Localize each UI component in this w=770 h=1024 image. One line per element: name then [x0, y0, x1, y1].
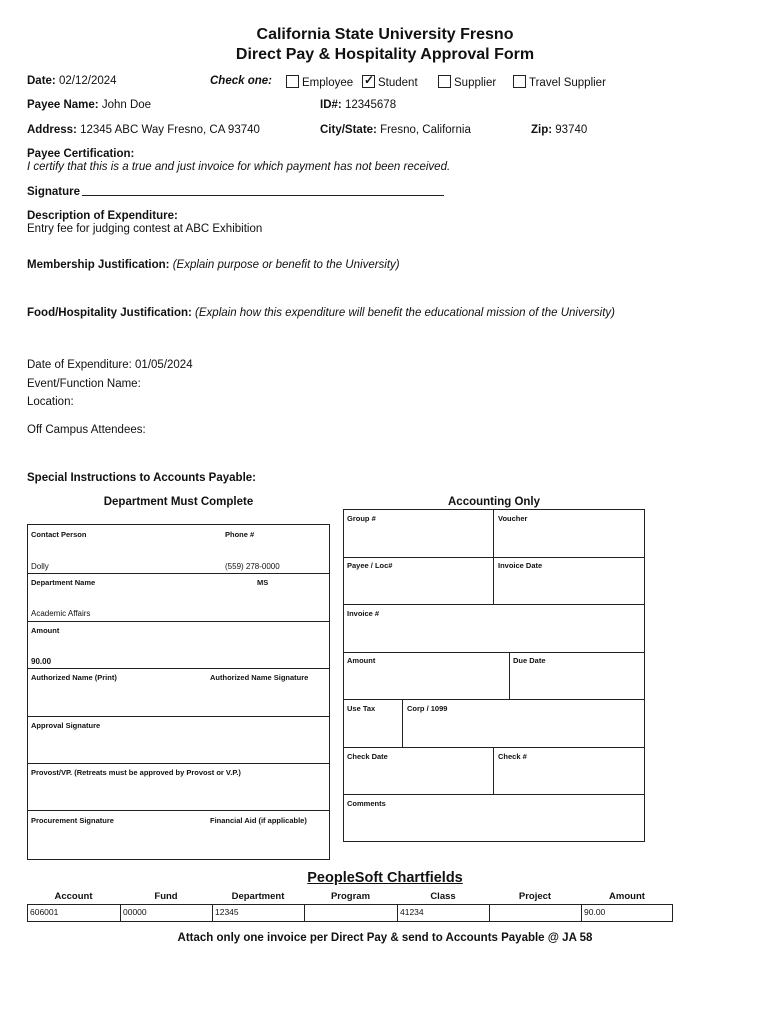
divider	[27, 810, 330, 811]
divider	[27, 668, 330, 669]
divider	[27, 763, 330, 764]
location[interactable]: Location:	[27, 396, 74, 408]
phone-label: Phone #	[225, 530, 255, 539]
contact-person-label: Contact Person	[31, 530, 87, 539]
address-value[interactable]: 12345 ABC Way Fresno, CA 93740	[80, 124, 260, 136]
divider	[509, 652, 510, 699]
city-state-field	[320, 124, 471, 136]
check-one-label: Check one:	[210, 75, 272, 87]
footer-note: Attach only one invoice per Direct Pay & send to Accounts Payable @ JA 58	[177, 932, 593, 944]
ms-label: MS	[257, 578, 269, 587]
voucher-label: Voucher	[498, 514, 528, 523]
membership-justification	[27, 259, 400, 271]
divider	[304, 904, 305, 922]
form-title-line2: Direct Pay & Hospitality Approval Form	[235, 46, 535, 63]
checkbox-supplier-box[interactable]	[438, 75, 451, 88]
special-instructions-label: Special Instructions to Accounts Payable:	[27, 472, 256, 484]
checkbox-employee-label: Employee	[302, 77, 354, 89]
corp-label: Corp / 1099	[407, 704, 448, 713]
group-label: Group #	[347, 514, 376, 523]
col-amount: Amount	[609, 891, 645, 902]
auth-name-label: Authorized Name (Print)	[31, 673, 117, 682]
cell-account[interactable]: 606001	[30, 907, 59, 917]
checkbox-student[interactable]	[362, 75, 418, 89]
cell-fund[interactable]: 00000	[123, 907, 147, 917]
dept-name-value[interactable]: Academic Affairs	[31, 609, 91, 618]
divider	[493, 747, 494, 794]
col-class: Class	[430, 891, 456, 902]
divider	[343, 747, 645, 748]
divider	[402, 699, 403, 747]
food-justification	[27, 307, 615, 319]
chartfields-heading: PeopleSoft Chartfields	[307, 870, 463, 886]
payee-name-value[interactable]: John Doe	[101, 99, 152, 111]
checkbox-student-box[interactable]	[362, 75, 375, 88]
divider	[343, 794, 645, 795]
food-label: Food/Hospitality Justification:	[27, 307, 192, 319]
city-state-label: City/State:	[320, 124, 377, 136]
cell-class[interactable]: 41234	[400, 907, 424, 917]
dept-name-label: Department Name	[31, 578, 96, 587]
divider	[27, 573, 330, 574]
department-heading: Department Must Complete	[103, 496, 254, 508]
amount-value[interactable]: 90.00	[31, 657, 52, 666]
form-title-line1: California State University Fresno	[256, 26, 514, 43]
divider	[493, 509, 494, 604]
address-field	[27, 124, 260, 136]
provost-label: Provost/VP. (Retreats must be approved by Provost or V.P.)	[31, 768, 241, 777]
id-label: ID#:	[320, 99, 342, 111]
invoice-label: Invoice #	[347, 609, 380, 618]
accounting-section	[343, 509, 645, 842]
amount-label: Amount	[31, 626, 60, 635]
food-hint: (Explain how this expenditure will benefit the educational mission of the University)	[195, 307, 616, 319]
membership-hint: (Explain purpose or benefit to the University)	[172, 259, 400, 271]
due-date-label: Due Date	[513, 656, 546, 665]
payee-cert-text: I certify that this is a true and just invoice for which payment has not been received.	[27, 161, 451, 173]
comments-label: Comments	[347, 799, 386, 808]
date-label: Date:	[27, 75, 56, 87]
acct-amount-label: Amount	[347, 656, 376, 665]
id-field	[320, 99, 396, 111]
event-name[interactable]: Event/Function Name:	[27, 378, 141, 390]
procurement-label: Procurement Signature	[31, 816, 114, 825]
use-tax-label: Use Tax	[347, 704, 376, 713]
payee-name-field	[27, 99, 151, 111]
invoice-date-label: Invoice Date	[498, 561, 543, 570]
checkbox-supplier[interactable]	[438, 75, 496, 89]
membership-label: Membership Justification:	[27, 259, 170, 271]
divider	[489, 904, 490, 922]
zip-value[interactable]: 93740	[555, 124, 588, 136]
id-value[interactable]: 12345678	[344, 99, 397, 111]
checkbox-supplier-label: Supplier	[454, 77, 497, 89]
col-project: Project	[518, 891, 552, 902]
zip-label: Zip:	[531, 124, 553, 136]
contact-person-value[interactable]: Dolly	[31, 562, 49, 571]
cell-amount[interactable]: 90.00	[584, 907, 606, 917]
approval-sig-label: Approval Signature	[31, 721, 101, 730]
checkbox-employee-box[interactable]	[286, 75, 299, 88]
address-label: Address:	[27, 124, 77, 136]
divider	[343, 652, 645, 653]
check-no-label: Check #	[498, 752, 527, 761]
cell-department[interactable]: 12345	[215, 907, 239, 917]
zip-field	[531, 124, 587, 136]
phone-value[interactable]: (559) 278-0000	[225, 562, 280, 571]
divider	[343, 699, 645, 700]
col-account: Account	[54, 891, 93, 902]
signature-line[interactable]	[82, 195, 444, 196]
divider	[27, 716, 330, 717]
divider	[343, 557, 645, 558]
checkbox-travel-supplier-label: Travel Supplier	[529, 77, 606, 89]
financial-aid-label: Financial Aid (if applicable)	[210, 816, 307, 825]
date-value[interactable]: 02/12/2024	[58, 75, 117, 87]
city-state-value[interactable]: Fresno, California	[380, 124, 471, 136]
col-fund: Fund	[154, 891, 178, 902]
check-date-label: Check Date	[347, 752, 388, 761]
checkbox-travel-supplier-box[interactable]	[513, 75, 526, 88]
payee-loc-label: Payee / Loc#	[347, 561, 393, 570]
signature-label: Signature	[27, 186, 81, 198]
checkbox-employee[interactable]	[286, 75, 353, 89]
divider	[27, 621, 330, 622]
divider	[343, 604, 645, 605]
checkbox-travel-supplier[interactable]	[513, 75, 606, 89]
checkbox-student-label: Student	[378, 77, 418, 89]
payee-name-label: Payee Name:	[27, 99, 99, 111]
description-label: Description of Expenditure:	[27, 210, 178, 222]
col-program: Program	[330, 891, 371, 902]
off-campus-attendees[interactable]: Off Campus Attendees:	[27, 424, 146, 436]
description-value[interactable]: Entry fee for judging contest at ABC Exhibition	[27, 223, 263, 235]
auth-sig-label: Authorized Name Signature	[210, 673, 309, 682]
col-department: Department	[231, 891, 285, 902]
payee-cert-label: Payee Certification:	[27, 148, 135, 160]
accounting-heading: Accounting Only	[448, 496, 540, 508]
date-field	[27, 75, 117, 87]
date-of-expenditure[interactable]: Date of Expenditure: 01/05/2024	[27, 359, 193, 371]
